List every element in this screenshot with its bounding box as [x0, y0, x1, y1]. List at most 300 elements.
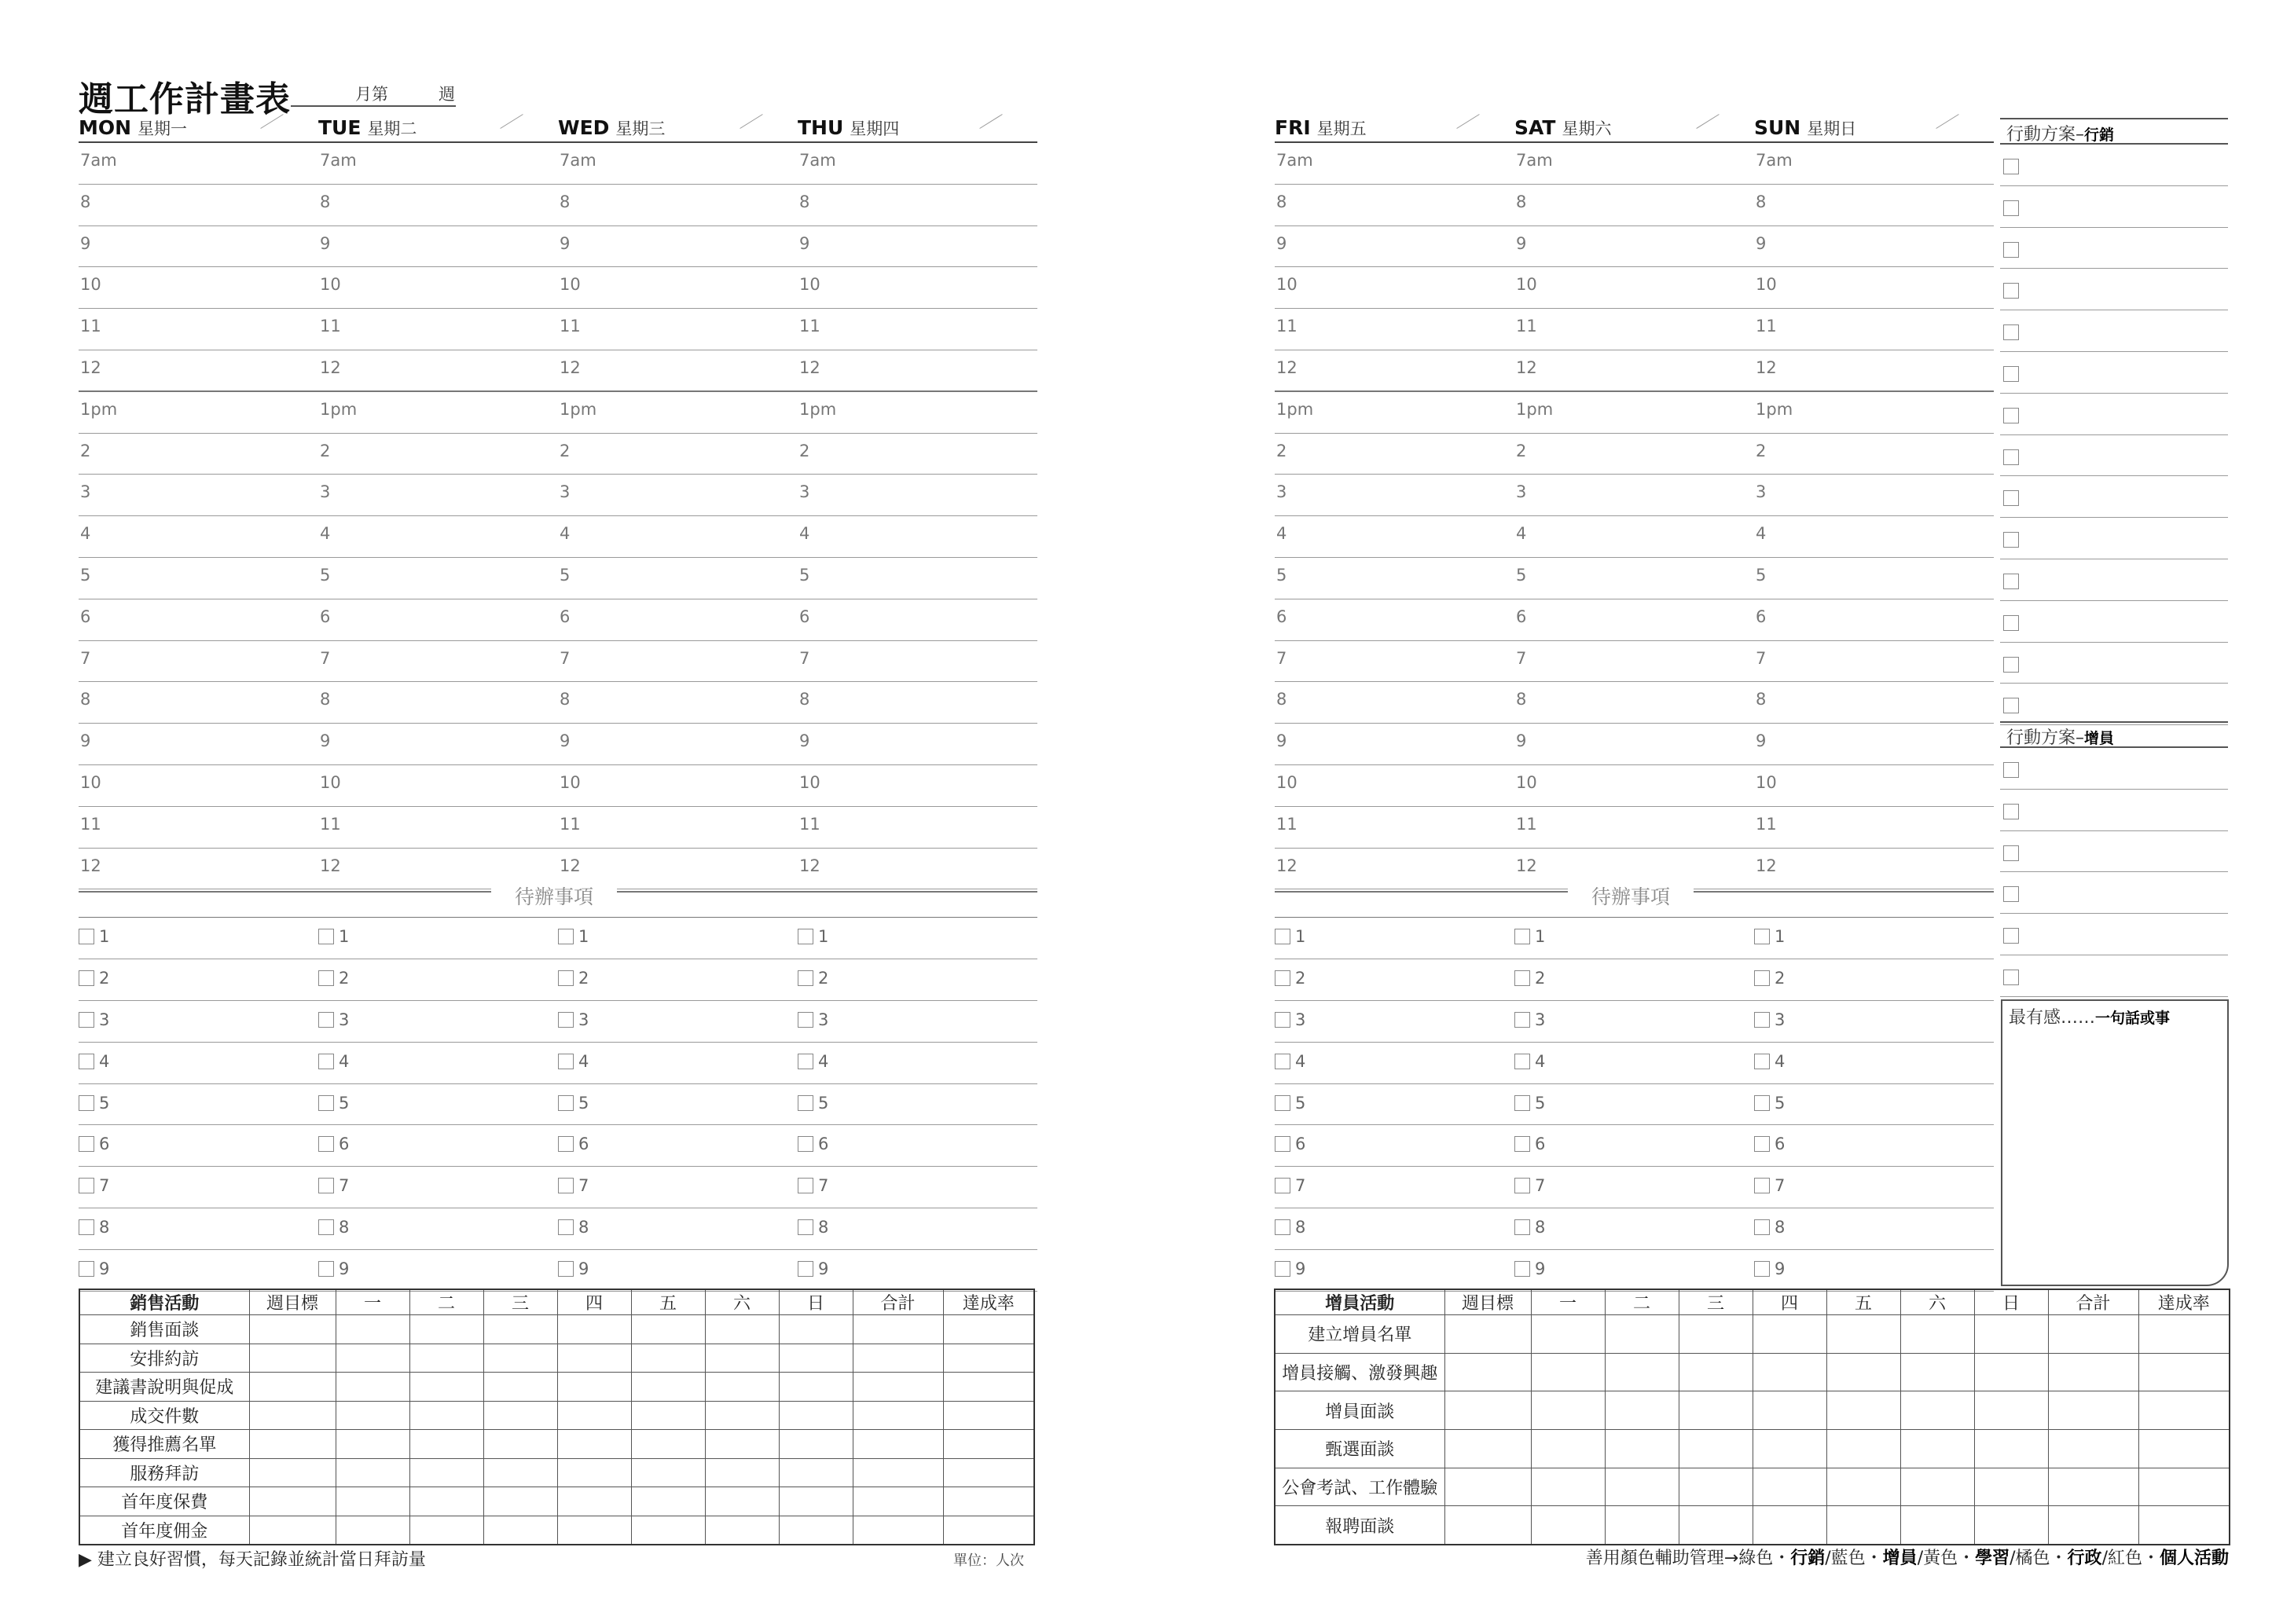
table-cell[interactable] — [1900, 1353, 1974, 1391]
table-cell[interactable] — [943, 1458, 1034, 1487]
action-checkbox[interactable] — [2003, 449, 2019, 465]
todo-item[interactable] — [79, 1167, 318, 1208]
hour-slot[interactable] — [558, 267, 798, 309]
hour-slot[interactable] — [318, 558, 558, 599]
todo-checkbox[interactable] — [79, 970, 94, 986]
hour-slot[interactable] — [1275, 434, 1514, 475]
hour-slot[interactable] — [1754, 641, 1994, 683]
todo-checkbox[interactable] — [1275, 1261, 1290, 1277]
hour-slot[interactable] — [1275, 849, 1514, 890]
todo-item[interactable] — [1754, 1167, 1994, 1208]
todo-checkbox[interactable] — [79, 1054, 94, 1069]
todo-checkbox[interactable] — [798, 1178, 813, 1193]
todo-item[interactable] — [558, 1084, 798, 1126]
table-cell[interactable] — [1900, 1506, 1974, 1545]
action-checkbox[interactable] — [2003, 324, 2019, 340]
todo-checkbox[interactable] — [1754, 1178, 1770, 1193]
todo-checkbox[interactable] — [558, 1054, 574, 1069]
table-cell[interactable] — [705, 1487, 779, 1516]
hour-slot[interactable] — [798, 350, 1037, 392]
hour-slot[interactable] — [318, 434, 558, 475]
hour-slot[interactable] — [558, 807, 798, 849]
todo-checkbox[interactable] — [318, 1261, 334, 1277]
todo-item[interactable] — [1754, 1125, 1994, 1167]
hour-slot[interactable] — [1275, 309, 1514, 350]
hour-slot[interactable] — [1754, 599, 1994, 641]
todo-item[interactable] — [558, 1125, 798, 1167]
todo-checkbox[interactable] — [79, 1219, 94, 1235]
todo-checkbox[interactable] — [1514, 1054, 1530, 1069]
todo-item[interactable] — [1754, 918, 1994, 959]
table-cell[interactable] — [1444, 1506, 1531, 1545]
action-checkbox[interactable] — [2003, 200, 2019, 216]
table-cell[interactable] — [336, 1487, 409, 1516]
table-cell[interactable] — [1753, 1391, 1826, 1430]
table-cell[interactable] — [1605, 1353, 1679, 1391]
action-plan-row[interactable] — [2000, 684, 2228, 725]
todo-item[interactable] — [79, 1084, 318, 1126]
table-cell[interactable] — [1444, 1353, 1531, 1391]
table-cell[interactable] — [336, 1344, 409, 1373]
table-cell[interactable] — [1605, 1315, 1679, 1354]
todo-item[interactable] — [1275, 1001, 1514, 1043]
table-cell[interactable] — [943, 1430, 1034, 1459]
hour-slot[interactable] — [318, 475, 558, 516]
action-plan-row[interactable] — [2000, 228, 2228, 269]
table-cell[interactable] — [943, 1516, 1034, 1545]
todo-item[interactable] — [798, 1167, 1037, 1208]
table-cell[interactable] — [249, 1458, 336, 1487]
todo-item[interactable] — [558, 1043, 798, 1084]
hour-slot[interactable] — [1275, 641, 1514, 683]
hour-slot[interactable] — [1275, 516, 1514, 558]
table-cell[interactable] — [483, 1516, 557, 1545]
hour-slot[interactable] — [1754, 849, 1994, 890]
table-cell[interactable] — [249, 1344, 336, 1373]
table-cell[interactable] — [779, 1430, 853, 1459]
todo-checkbox[interactable] — [318, 1136, 334, 1152]
table-cell[interactable] — [1826, 1468, 1900, 1506]
todo-checkbox[interactable] — [1514, 1136, 1530, 1152]
hour-slot[interactable] — [798, 641, 1037, 683]
hour-slot[interactable] — [1754, 558, 1994, 599]
table-cell[interactable] — [1679, 1468, 1753, 1506]
hour-slot[interactable] — [798, 392, 1037, 434]
hour-slot[interactable] — [1275, 599, 1514, 641]
todo-checkbox[interactable] — [1275, 970, 1290, 986]
hour-slot[interactable] — [1514, 226, 1754, 268]
action-plan-row[interactable] — [2000, 394, 2228, 435]
table-cell[interactable] — [483, 1430, 557, 1459]
table-cell[interactable] — [1900, 1468, 1974, 1506]
hour-slot[interactable] — [318, 724, 558, 765]
todo-item[interactable] — [79, 918, 318, 959]
table-cell[interactable] — [943, 1315, 1034, 1344]
table-cell[interactable] — [943, 1344, 1034, 1373]
table-cell[interactable] — [1974, 1430, 2048, 1468]
table-cell[interactable] — [409, 1315, 483, 1344]
table-cell[interactable] — [1826, 1506, 1900, 1545]
table-cell[interactable] — [1605, 1468, 1679, 1506]
table-cell[interactable] — [853, 1344, 943, 1373]
table-cell[interactable] — [2048, 1315, 2138, 1354]
todo-checkbox[interactable] — [798, 970, 813, 986]
table-cell[interactable] — [631, 1516, 705, 1545]
table-cell[interactable] — [853, 1516, 943, 1545]
table-cell[interactable] — [483, 1373, 557, 1402]
table-cell[interactable] — [1531, 1430, 1605, 1468]
action-plan-row[interactable] — [2000, 352, 2228, 394]
table-cell[interactable] — [779, 1487, 853, 1516]
todo-item[interactable] — [1754, 1043, 1994, 1084]
action-plan-row[interactable] — [2000, 310, 2228, 352]
hour-slot[interactable] — [558, 475, 798, 516]
todo-checkbox[interactable] — [1754, 1095, 1770, 1111]
table-cell[interactable] — [705, 1373, 779, 1402]
hour-slot[interactable] — [318, 641, 558, 683]
todo-checkbox[interactable] — [558, 1219, 574, 1235]
todo-item[interactable] — [318, 1084, 558, 1126]
hour-slot[interactable] — [558, 392, 798, 434]
action-plan-row[interactable] — [2000, 435, 2228, 477]
todo-item[interactable] — [79, 1001, 318, 1043]
todo-item[interactable] — [79, 1043, 318, 1084]
table-cell[interactable] — [1826, 1391, 1900, 1430]
table-cell[interactable] — [779, 1344, 853, 1373]
table-cell[interactable] — [631, 1487, 705, 1516]
todo-checkbox[interactable] — [79, 1012, 94, 1028]
action-checkbox[interactable] — [2003, 698, 2019, 713]
action-checkbox[interactable] — [2003, 532, 2019, 548]
hour-slot[interactable] — [1514, 558, 1754, 599]
action-plan-row[interactable] — [2000, 872, 2228, 914]
hour-slot[interactable] — [558, 765, 798, 807]
table-cell[interactable] — [557, 1315, 631, 1344]
hour-slot[interactable] — [1754, 724, 1994, 765]
hour-slot[interactable] — [1754, 475, 1994, 516]
hour-slot[interactable] — [798, 558, 1037, 599]
todo-item[interactable] — [1754, 1208, 1994, 1250]
hour-slot[interactable] — [1275, 475, 1514, 516]
hour-slot[interactable] — [1514, 475, 1754, 516]
table-cell[interactable] — [779, 1516, 853, 1545]
todo-checkbox[interactable] — [1275, 1136, 1290, 1152]
hour-slot[interactable] — [1754, 309, 1994, 350]
table-cell[interactable] — [1900, 1315, 1974, 1354]
todo-checkbox[interactable] — [1754, 1054, 1770, 1069]
table-cell[interactable] — [631, 1344, 705, 1373]
table-cell[interactable] — [557, 1458, 631, 1487]
todo-checkbox[interactable] — [798, 1012, 813, 1028]
todo-checkbox[interactable] — [1514, 929, 1530, 944]
action-checkbox[interactable] — [2003, 657, 2019, 673]
hour-slot[interactable] — [1514, 267, 1754, 309]
todo-item[interactable] — [1754, 959, 1994, 1001]
hour-slot[interactable] — [1275, 558, 1514, 599]
table-cell[interactable] — [853, 1458, 943, 1487]
table-cell[interactable] — [1679, 1315, 1753, 1354]
table-cell[interactable] — [1753, 1353, 1826, 1391]
table-cell[interactable] — [943, 1487, 1034, 1516]
todo-item[interactable] — [318, 1208, 558, 1250]
todo-item[interactable] — [558, 1250, 798, 1292]
todo-checkbox[interactable] — [558, 970, 574, 986]
todo-checkbox[interactable] — [318, 1054, 334, 1069]
table-cell[interactable] — [631, 1373, 705, 1402]
hour-slot[interactable] — [79, 309, 318, 350]
table-cell[interactable] — [2048, 1430, 2138, 1468]
table-cell[interactable] — [1974, 1506, 2048, 1545]
todo-item[interactable] — [798, 1001, 1037, 1043]
hour-slot[interactable] — [318, 350, 558, 392]
table-cell[interactable] — [1605, 1506, 1679, 1545]
todo-item[interactable] — [1514, 1043, 1754, 1084]
hour-slot[interactable] — [1514, 641, 1754, 683]
hour-slot[interactable] — [798, 599, 1037, 641]
table-cell[interactable] — [483, 1344, 557, 1373]
todo-checkbox[interactable] — [79, 1136, 94, 1152]
table-cell[interactable] — [779, 1315, 853, 1344]
todo-checkbox[interactable] — [1514, 1178, 1530, 1193]
hour-slot[interactable] — [558, 682, 798, 724]
hour-slot[interactable] — [798, 807, 1037, 849]
todo-checkbox[interactable] — [558, 1261, 574, 1277]
action-checkbox[interactable] — [2003, 762, 2019, 778]
action-checkbox[interactable] — [2003, 574, 2019, 589]
hour-slot[interactable] — [1754, 226, 1994, 268]
action-plan-row[interactable] — [2000, 601, 2228, 643]
hour-slot[interactable] — [1275, 185, 1514, 226]
table-cell[interactable] — [853, 1430, 943, 1459]
table-cell[interactable] — [557, 1516, 631, 1545]
hour-slot[interactable] — [558, 226, 798, 268]
hour-slot[interactable] — [558, 558, 798, 599]
table-cell[interactable] — [2048, 1468, 2138, 1506]
table-cell[interactable] — [705, 1458, 779, 1487]
table-cell[interactable] — [853, 1373, 943, 1402]
hour-slot[interactable] — [1514, 765, 1754, 807]
todo-checkbox[interactable] — [1514, 1261, 1530, 1277]
table-cell[interactable] — [1826, 1353, 1900, 1391]
hour-slot[interactable] — [1275, 226, 1514, 268]
hour-slot[interactable] — [1754, 143, 1994, 185]
table-cell[interactable] — [2048, 1506, 2138, 1545]
table-cell[interactable] — [1974, 1391, 2048, 1430]
hour-slot[interactable] — [318, 392, 558, 434]
hour-slot[interactable] — [558, 516, 798, 558]
table-cell[interactable] — [557, 1430, 631, 1459]
hour-slot[interactable] — [1514, 807, 1754, 849]
todo-checkbox[interactable] — [79, 929, 94, 944]
action-checkbox[interactable] — [2003, 928, 2019, 944]
action-plan-row[interactable] — [2000, 831, 2228, 873]
table-cell[interactable] — [2138, 1353, 2230, 1391]
todo-item[interactable] — [1514, 1001, 1754, 1043]
todo-item[interactable] — [318, 1001, 558, 1043]
todo-checkbox[interactable] — [1754, 1261, 1770, 1277]
todo-item[interactable] — [1754, 1001, 1994, 1043]
action-checkbox[interactable] — [2003, 615, 2019, 631]
action-checkbox[interactable] — [2003, 845, 2019, 861]
table-cell[interactable] — [1531, 1391, 1605, 1430]
todo-item[interactable] — [1275, 959, 1514, 1001]
hour-slot[interactable] — [558, 641, 798, 683]
todo-checkbox[interactable] — [318, 1178, 334, 1193]
table-cell[interactable] — [483, 1401, 557, 1430]
hour-slot[interactable] — [318, 267, 558, 309]
todo-checkbox[interactable] — [798, 1261, 813, 1277]
todo-item[interactable] — [1514, 1208, 1754, 1250]
todo-checkbox[interactable] — [318, 929, 334, 944]
hour-slot[interactable] — [318, 309, 558, 350]
todo-item[interactable] — [1754, 1250, 1994, 1292]
action-plan-row[interactable] — [2000, 476, 2228, 518]
table-cell[interactable] — [336, 1315, 409, 1344]
todo-checkbox[interactable] — [318, 1219, 334, 1235]
hour-slot[interactable] — [79, 475, 318, 516]
todo-item[interactable] — [1275, 918, 1514, 959]
hour-slot[interactable] — [558, 185, 798, 226]
hour-slot[interactable] — [798, 143, 1037, 185]
table-cell[interactable] — [853, 1401, 943, 1430]
table-cell[interactable] — [779, 1458, 853, 1487]
table-cell[interactable] — [1753, 1468, 1826, 1506]
hour-slot[interactable] — [79, 392, 318, 434]
todo-checkbox[interactable] — [798, 1219, 813, 1235]
table-cell[interactable] — [1531, 1506, 1605, 1545]
todo-item[interactable] — [798, 1043, 1037, 1084]
table-cell[interactable] — [705, 1401, 779, 1430]
hour-slot[interactable] — [1514, 682, 1754, 724]
hour-slot[interactable] — [79, 226, 318, 268]
todo-item[interactable] — [1514, 1125, 1754, 1167]
action-checkbox[interactable] — [2003, 804, 2019, 819]
table-cell[interactable] — [1974, 1468, 2048, 1506]
hour-slot[interactable] — [1514, 516, 1754, 558]
hour-slot[interactable] — [1754, 350, 1994, 392]
hour-slot[interactable] — [1514, 392, 1754, 434]
table-cell[interactable] — [1679, 1353, 1753, 1391]
hour-slot[interactable] — [1514, 143, 1754, 185]
hour-slot[interactable] — [798, 682, 1037, 724]
table-cell[interactable] — [631, 1458, 705, 1487]
hour-slot[interactable] — [1275, 143, 1514, 185]
todo-item[interactable] — [318, 1125, 558, 1167]
table-cell[interactable] — [2138, 1315, 2230, 1354]
hour-slot[interactable] — [558, 599, 798, 641]
todo-item[interactable] — [798, 1084, 1037, 1126]
table-cell[interactable] — [1605, 1430, 1679, 1468]
action-checkbox[interactable] — [2003, 970, 2019, 985]
action-plan-row[interactable] — [2000, 269, 2228, 310]
hour-slot[interactable] — [318, 226, 558, 268]
table-cell[interactable] — [1444, 1391, 1531, 1430]
hour-slot[interactable] — [798, 724, 1037, 765]
table-cell[interactable] — [779, 1373, 853, 1402]
table-cell[interactable] — [409, 1373, 483, 1402]
table-cell[interactable] — [705, 1516, 779, 1545]
hour-slot[interactable] — [1754, 516, 1994, 558]
hour-slot[interactable] — [79, 599, 318, 641]
todo-checkbox[interactable] — [798, 1136, 813, 1152]
table-cell[interactable] — [1444, 1468, 1531, 1506]
table-cell[interactable] — [409, 1344, 483, 1373]
todo-checkbox[interactable] — [318, 970, 334, 986]
table-cell[interactable] — [336, 1516, 409, 1545]
most-impressive-box[interactable] — [2001, 999, 2229, 1286]
hour-slot[interactable] — [318, 143, 558, 185]
table-cell[interactable] — [336, 1430, 409, 1459]
hour-slot[interactable] — [79, 765, 318, 807]
action-plan-row[interactable] — [2000, 145, 2228, 186]
todo-checkbox[interactable] — [798, 929, 813, 944]
hour-slot[interactable] — [79, 807, 318, 849]
todo-checkbox[interactable] — [318, 1095, 334, 1111]
todo-item[interactable] — [798, 959, 1037, 1001]
table-cell[interactable] — [336, 1373, 409, 1402]
hour-slot[interactable] — [558, 143, 798, 185]
todo-item[interactable] — [79, 1250, 318, 1292]
hour-slot[interactable] — [1275, 765, 1514, 807]
hour-slot[interactable] — [798, 516, 1037, 558]
table-cell[interactable] — [409, 1458, 483, 1487]
todo-item[interactable] — [558, 959, 798, 1001]
table-cell[interactable] — [336, 1401, 409, 1430]
hour-slot[interactable] — [79, 185, 318, 226]
todo-checkbox[interactable] — [1514, 970, 1530, 986]
hour-slot[interactable] — [318, 185, 558, 226]
table-cell[interactable] — [1900, 1391, 1974, 1430]
table-cell[interactable] — [249, 1373, 336, 1402]
todo-checkbox[interactable] — [1275, 1219, 1290, 1235]
todo-item[interactable] — [1514, 959, 1754, 1001]
hour-slot[interactable] — [1514, 724, 1754, 765]
todo-item[interactable] — [79, 1125, 318, 1167]
todo-item[interactable] — [798, 918, 1037, 959]
table-cell[interactable] — [483, 1458, 557, 1487]
action-checkbox[interactable] — [2003, 490, 2019, 506]
todo-item[interactable] — [318, 1043, 558, 1084]
todo-checkbox[interactable] — [798, 1054, 813, 1069]
hour-slot[interactable] — [1275, 724, 1514, 765]
hour-slot[interactable] — [1754, 682, 1994, 724]
hour-slot[interactable] — [798, 309, 1037, 350]
table-cell[interactable] — [2048, 1391, 2138, 1430]
todo-checkbox[interactable] — [558, 1136, 574, 1152]
hour-slot[interactable] — [79, 641, 318, 683]
todo-item[interactable] — [1275, 1084, 1514, 1126]
table-cell[interactable] — [1753, 1506, 1826, 1545]
hour-slot[interactable] — [798, 226, 1037, 268]
todo-checkbox[interactable] — [558, 1095, 574, 1111]
hour-slot[interactable] — [1754, 807, 1994, 849]
table-cell[interactable] — [1900, 1430, 1974, 1468]
table-cell[interactable] — [557, 1373, 631, 1402]
table-cell[interactable] — [2048, 1353, 2138, 1391]
action-plan-row[interactable] — [2000, 643, 2228, 684]
table-cell[interactable] — [943, 1401, 1034, 1430]
todo-item[interactable] — [798, 1250, 1037, 1292]
table-cell[interactable] — [2138, 1506, 2230, 1545]
table-cell[interactable] — [2138, 1391, 2230, 1430]
todo-checkbox[interactable] — [1514, 1219, 1530, 1235]
todo-item[interactable] — [1275, 1043, 1514, 1084]
action-plan-row[interactable] — [2000, 186, 2228, 228]
table-cell[interactable] — [1679, 1391, 1753, 1430]
action-plan-row[interactable] — [2000, 914, 2228, 955]
hour-slot[interactable] — [1275, 392, 1514, 434]
todo-checkbox[interactable] — [318, 1012, 334, 1028]
